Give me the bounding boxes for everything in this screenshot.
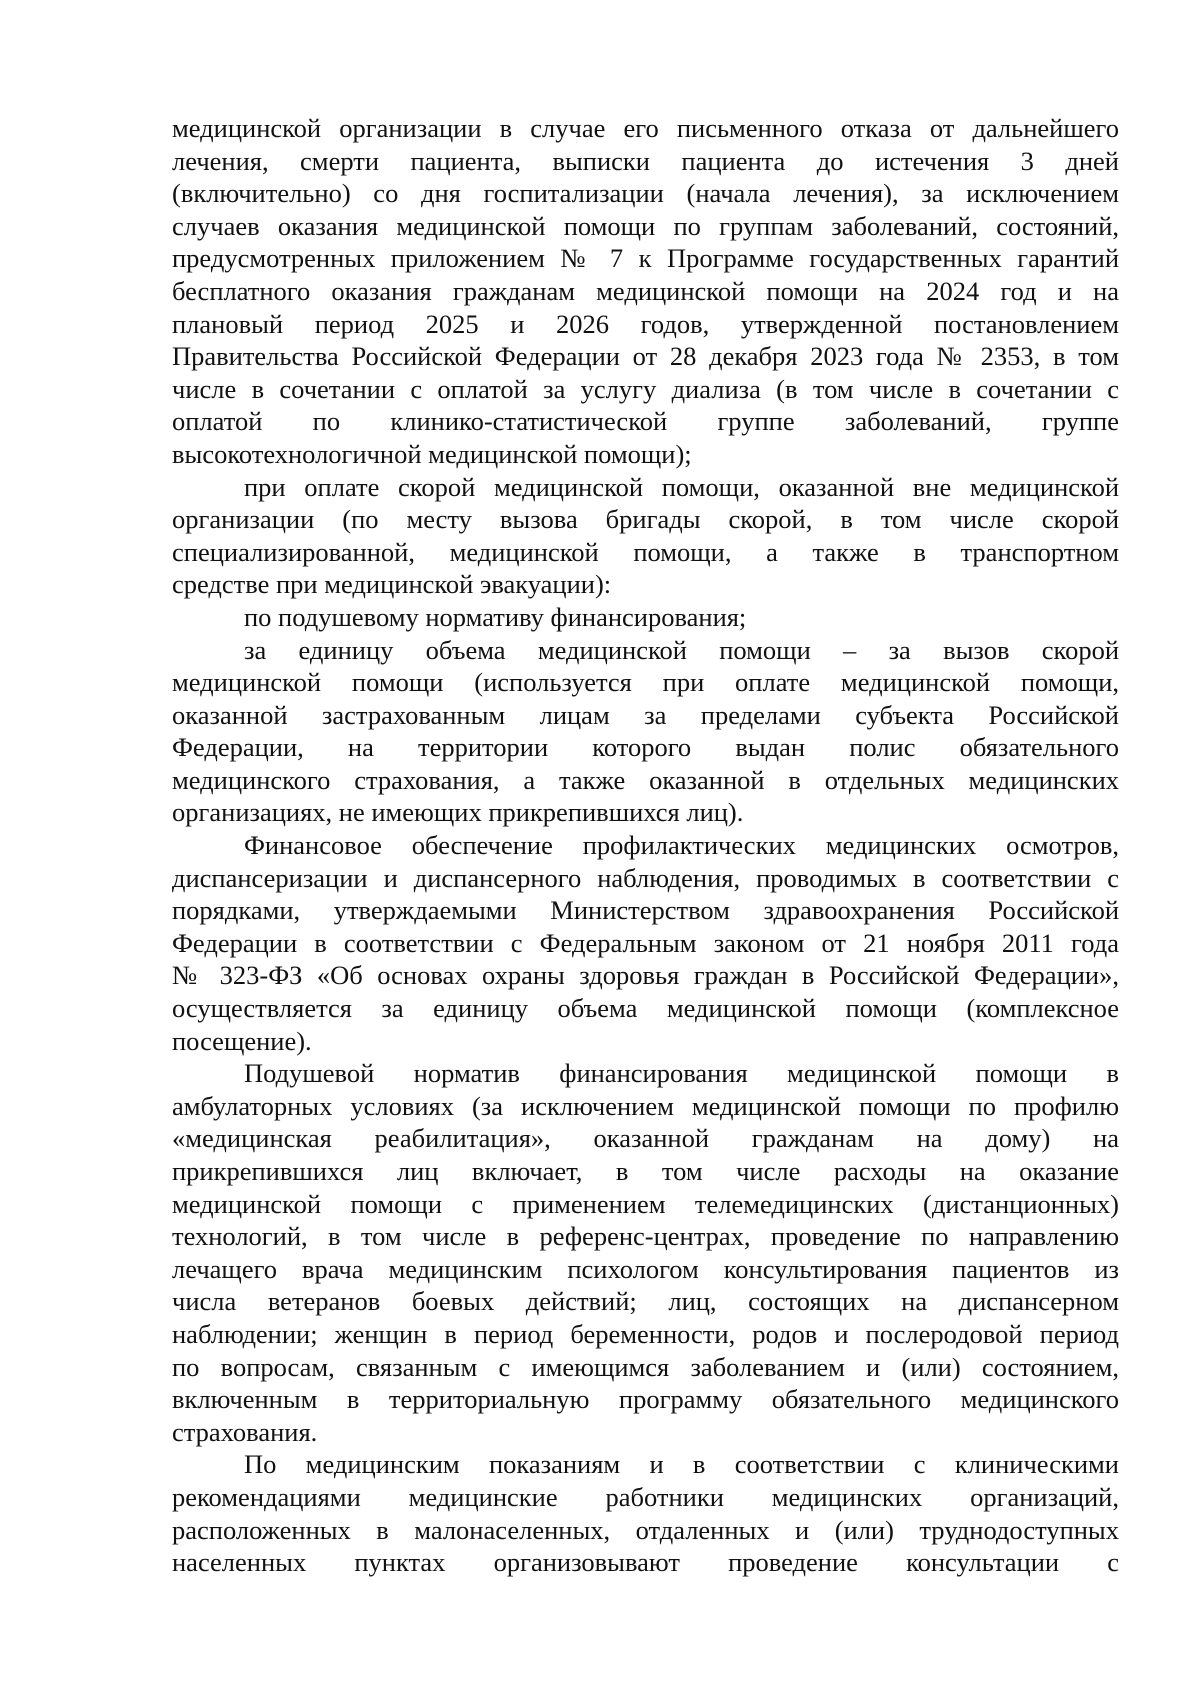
paragraph — [172, 1448, 1119, 1578]
text-line: числа ветеранов боевых действий; лиц, состоящих на диспансерном — [172, 1286, 1119, 1317]
text-line: Финансовое обеспечение профилактических медицинских осмотров, — [244, 830, 1119, 861]
text-line: Федерации, на территории которого выдан полис обязательного — [172, 732, 1119, 763]
text-line: Федерации в соответствии с Федеральным законом от 21 ноября 2011 года — [172, 927, 1119, 958]
text-line: диспансеризации и диспансерного наблюдения, проводимых в соответствии с — [172, 862, 1119, 893]
text-line: Подушевой норматив финансирования медицинской помощи в — [244, 1058, 1119, 1089]
text-line: технологий, в том числе в референс-центрах, проведение по направлению — [172, 1221, 1119, 1252]
text-line: за единицу объема медицинской помощи – за вызов скорой — [244, 634, 1119, 665]
text-line: По медицинским показаниям и в соответствии с клиническими — [244, 1449, 1119, 1480]
text-line: (включительно) со дня госпитализации (начала лечения), за исключением — [172, 178, 1119, 209]
text-line: случаев оказания медицинской помощи по группам заболеваний, состояний, — [172, 210, 1119, 241]
text-line: при оплате скорой медицинской помощи, оказанной вне медицинской — [244, 471, 1119, 502]
text-line: «медицинская реабилитация», оказанной гражданам на дому) на — [172, 1123, 1119, 1154]
text-line: страхования. — [172, 1416, 318, 1447]
text-line: медицинской помощи с применением телемедицинских (дистанционных) — [172, 1188, 1119, 1219]
text-line: оплатой по клинико-статистической группе заболеваний, группе — [172, 406, 1119, 437]
text-line: числе в сочетании с оплатой за услугу диализа (в том числе в сочетании с — [172, 373, 1119, 404]
text-line: организации (по месту вызова бригады скорой, в том числе скорой — [172, 504, 1119, 535]
text-line: лечения, смерти пациента, выписки пациента до истечения 3 дней — [172, 145, 1119, 176]
text-line: средстве при медицинской эвакуации): — [172, 569, 612, 600]
text-line: оказанной застрахованным лицам за пределами субъекта Российской — [172, 699, 1119, 730]
text-line: посещение). — [172, 1025, 312, 1056]
paragraph — [172, 112, 1119, 471]
text-line: рекомендациями медицинские работники медицинских организаций, — [172, 1481, 1119, 1512]
text-line: лечащего врача медицинским психологом консультирования пациентов из — [172, 1253, 1119, 1284]
text-line: расположенных в малонаселенных, отдаленных и (или) труднодоступных — [172, 1514, 1119, 1545]
text-line: наблюдении; женщин в период беременности, родов и послеродовой период — [172, 1318, 1119, 1349]
text-line: прикрепившихся лиц включает, в том числе расходы на оказание — [172, 1156, 1119, 1186]
text-line: медицинской помощи (используется при оплате медицинской помощи, — [172, 667, 1119, 698]
paragraph — [172, 634, 1119, 830]
paragraph — [172, 471, 1119, 601]
text-line: по подушевому нормативу финансирования; — [244, 601, 747, 632]
text-line: осуществляется за единицу объема медицинской помощи (комплексное — [172, 993, 1119, 1024]
text-line: населенных пунктах организовывают проведение консультации с — [172, 1547, 1119, 1578]
text-line: специализированной, медицинской помощи, а также в транспортном — [172, 536, 1119, 567]
text-line: предусмотренных приложением № 7 к Программе государственных гарантий — [172, 243, 1119, 274]
text-line: № 323-ФЗ «Об основах охраны здоровья граждан в Российской Федерации», — [172, 960, 1119, 991]
document-body — [172, 112, 1119, 1579]
text-line: включенным в территориальную программу обязательного медицинского — [172, 1384, 1119, 1415]
paragraph — [172, 829, 1119, 1057]
paragraph — [172, 601, 1119, 634]
text-line: медицинского страхования, а также оказанной в отдельных медицинских — [172, 764, 1119, 795]
text-line: амбулаторных условиях (за исключением медицинской помощи по профилю — [172, 1090, 1119, 1121]
text-line: медицинской организации в случае его письменного отказа от дальнейшего — [172, 113, 1119, 143]
text-line: Правительства Российской Федерации от 28 декабря 2023 года № 2353, в том — [172, 341, 1119, 372]
text-line: порядками, утверждаемыми Министерством здравоохранения Российской — [172, 895, 1119, 926]
text-line: организациях, не имеющих прикрепившихся лиц). — [172, 797, 744, 828]
text-line: по вопросам, связанным с имеющимся заболеванием и (или) состоянием, — [172, 1351, 1119, 1382]
text-line: бесплатного оказания гражданам медицинской помощи на 2024 год и на — [172, 275, 1119, 306]
paragraph — [172, 1057, 1119, 1448]
text-line: плановый период 2025 и 2026 годов, утвержденной постановлением — [172, 308, 1119, 339]
text-line: высокотехнологичной медицинской помощи); — [172, 438, 692, 469]
